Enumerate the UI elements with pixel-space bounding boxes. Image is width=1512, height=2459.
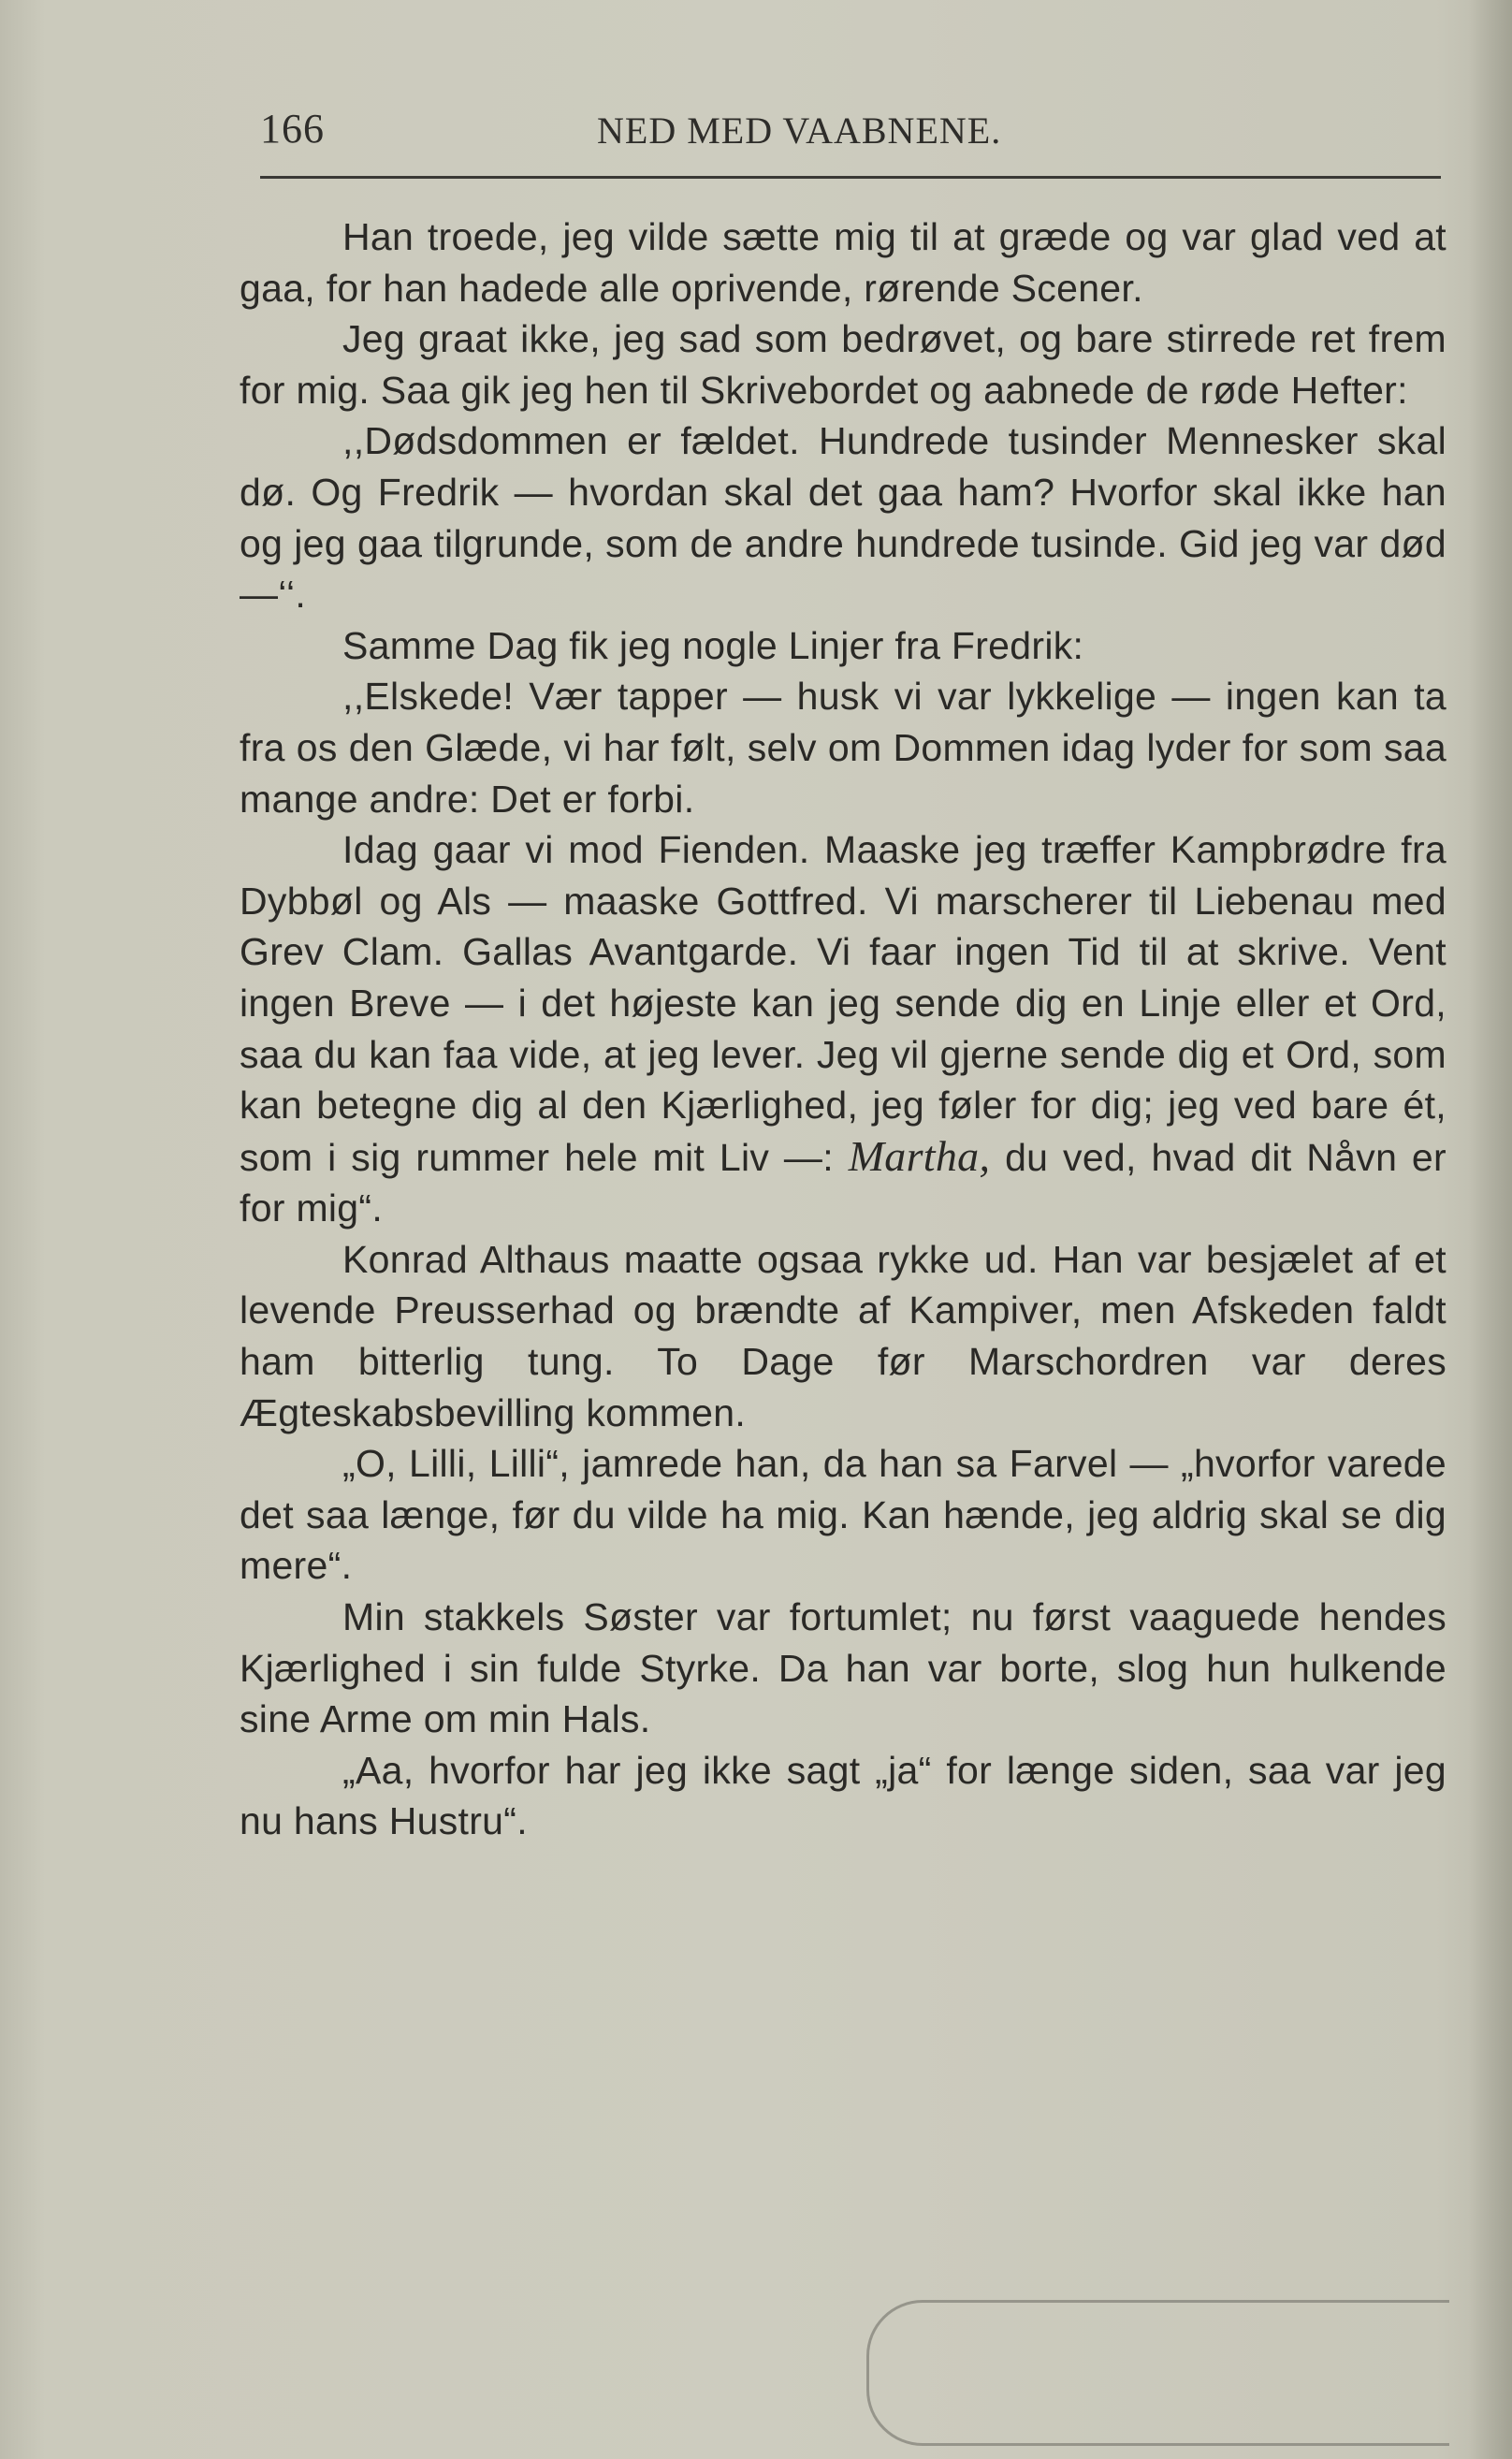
- paragraph: Jeg graat ikke, jeg sad som bedrøvet, og bare stirrede ret frem for mig. Saa gik jeg hen til Skrivebordet og aabnede de røde Hefter:: [240, 317, 1447, 412]
- paragraph: ,,Elskede! Vær tapper — husk vi var lykkelige — ingen kan ta fra os den Glæde, vi har følt, selv om Dommen idag lyder for som saa mange andre: Det er forbi.: [240, 675, 1447, 821]
- paragraph-text: Idag gaar vi mod Fienden. Maaske jeg træffer Kampbrødre fra Dybbøl og Als — maaske Gottfred. Vi marscherer til Liebenau med Grev Clam. Gallas Avantgarde. Vi faar ingen Tid til at skrive. Vent ingen Breve — i det højeste kan jeg sende dig en Linje eller et Ord, saa du kan faa vide, at jeg lever. Jeg vil gjerne sende dig et Ord, som kan betegne dig al den Kjærlighed, jeg føler for dig; jeg ved bare ét, som i sig rummer hele mit Liv —:: [240, 828, 1447, 1179]
- body-text: [240, 211, 1447, 1847]
- paragraph: ,,Dødsdommen er fældet. Hundrede tusinder Mennesker skal dø. Og Fredrik — hvordan skal det gaa ham? Hvorfor skal ikke han og jeg gaa tilgrunde, som de andre hundrede tusinde. Gid jeg var død —‘‘.: [240, 419, 1447, 617]
- paragraph: „Aa, hvorfor har jeg ikke sagt „ja“ for længe siden, saa var jeg nu hans Hustru“.: [240, 1748, 1447, 1843]
- library-stamp-outline: [866, 2300, 1449, 2446]
- paragraph-text: du ved, hvad dit Nåvn er for mig“.: [240, 1135, 1447, 1230]
- paragraph: [240, 824, 1447, 1234]
- paragraph: Min stakkels Søster var fortumlet; nu først vaaguede hendes Kjærlighed i sin fulde Styrke. Da han var borte, slog hun hulkende sine Arme om min Hals.: [240, 1595, 1447, 1741]
- page-edge-shadow: [1469, 0, 1512, 2459]
- paragraph: „O, Lilli, Lilli“, jamrede han, da han sa Farvel — „hvorfor varede det saa længe, før du vilde ha mig. Kan hænde, jeg aldrig skal se dig mere“.: [240, 1442, 1447, 1588]
- page-header: [260, 105, 1445, 183]
- paragraph: Konrad Althaus maatte ogsaa rykke ud. Han var besjælet af et levende Preusserhad og brændte af Kampiver, men Afskeden faldt ham bitterlig tung. To Dage før Marschordren var deres Ægteskabsbevilling kommen.: [240, 1237, 1447, 1434]
- page-number: 166: [260, 106, 325, 152]
- emphasized-name: Martha,: [848, 1131, 991, 1180]
- paragraph: Han troede, jeg vilde sætte mig til at græde og var glad ved at gaa, for han hadede alle oprivende, rørende Scener.: [240, 215, 1447, 310]
- running-title: NED MED VAABNENE.: [597, 109, 1002, 152]
- header-rule: [260, 176, 1441, 179]
- paragraph: Samme Dag fik jeg nogle Linjer fra Fredrik:: [342, 623, 1084, 667]
